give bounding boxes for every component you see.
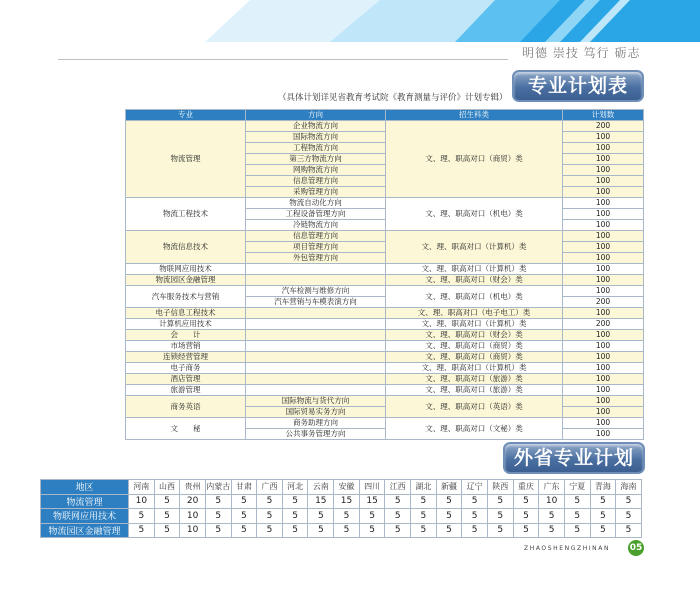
direction-cell: 网购物流方向 — [246, 165, 386, 176]
province-name: 贵州 — [180, 480, 206, 495]
count-cell: 100 — [563, 374, 644, 385]
province-value: 5 — [334, 523, 360, 538]
direction-cell — [246, 341, 386, 352]
count-cell: 100 — [563, 253, 644, 264]
subject-cell: 文、理、职高对口（机电）类 — [386, 286, 563, 308]
footer-text: ZHAOSHENGZHINAN — [524, 545, 611, 552]
table-row — [126, 231, 644, 242]
province-value: 5 — [205, 523, 231, 538]
direction-cell: 信息管理方向 — [246, 231, 386, 242]
page-number: 05 — [628, 540, 644, 556]
province-name: 河南 — [129, 480, 155, 495]
direction-cell: 企业物流方向 — [246, 121, 386, 132]
count-cell: 100 — [563, 154, 644, 165]
province-value: 5 — [385, 494, 411, 509]
province-value: 10 — [180, 523, 206, 538]
subject-cell: 文、理、职高对口（电子电工）类 — [386, 308, 563, 319]
count-cell: 100 — [563, 198, 644, 209]
count-cell: 100 — [563, 264, 644, 275]
table-row — [126, 319, 644, 330]
province-value: 5 — [590, 523, 616, 538]
province-value: 5 — [436, 494, 462, 509]
direction-cell: 冷链物流方向 — [246, 220, 386, 231]
subject-cell: 文、理、职高对口（商贸）类 — [386, 341, 563, 352]
direction-cell: 国际贸易实务方向 — [246, 407, 386, 418]
province-value: 10 — [129, 494, 155, 509]
header-subject: 招生科类 — [386, 110, 563, 121]
province-value: 5 — [359, 509, 385, 524]
province-value: 5 — [282, 494, 308, 509]
province-value: 5 — [257, 523, 283, 538]
province-value: 5 — [205, 494, 231, 509]
province-name: 广东 — [539, 480, 565, 495]
province-value: 5 — [616, 494, 642, 509]
province-value: 5 — [436, 523, 462, 538]
major-cell: 酒店管理 — [126, 374, 246, 385]
count-cell: 200 — [563, 121, 644, 132]
major-cell: 物联网应用技术 — [126, 264, 246, 275]
province-value: 5 — [385, 523, 411, 538]
table-row — [126, 352, 644, 363]
province-value: 5 — [385, 509, 411, 524]
table-row — [126, 198, 644, 209]
province-value: 5 — [462, 523, 488, 538]
province-value: 5 — [205, 509, 231, 524]
major-cell: 连锁经营管理 — [126, 352, 246, 363]
province-value: 5 — [308, 523, 334, 538]
major-plan-body — [126, 121, 644, 440]
province-name: 江西 — [385, 480, 411, 495]
province-name: 河北 — [282, 480, 308, 495]
count-cell: 100 — [563, 308, 644, 319]
province-name: 湖北 — [411, 480, 437, 495]
province-name: 海南 — [616, 480, 642, 495]
province-value: 5 — [539, 523, 565, 538]
subject-cell: 文、理、职高对口（计算机）类 — [386, 264, 563, 275]
major-cell: 物流信息技术 — [126, 231, 246, 264]
major-cell: 文 秘 — [126, 418, 246, 440]
province-name: 辽宁 — [462, 480, 488, 495]
count-cell: 100 — [563, 352, 644, 363]
direction-cell: 工程设备管理方向 — [246, 209, 386, 220]
subject-cell: 文、理、职高对口（英语）类 — [386, 396, 563, 418]
province-value: 5 — [154, 523, 180, 538]
table-row — [126, 341, 644, 352]
direction-cell — [246, 275, 386, 286]
count-cell: 100 — [563, 385, 644, 396]
province-value: 5 — [231, 494, 257, 509]
province-value: 5 — [411, 509, 437, 524]
direction-cell — [246, 352, 386, 363]
direction-cell: 公共事务管理方向 — [246, 429, 386, 440]
province-row-major: 物联网应用技术 — [41, 509, 129, 524]
province-row-major: 物流园区金融管理 — [41, 523, 129, 538]
direction-cell: 汽车营销与车模表演方向 — [246, 297, 386, 308]
province-name: 山西 — [154, 480, 180, 495]
subject-cell: 文、理、职高对口（旅游）类 — [386, 385, 563, 396]
direction-cell: 项目管理方向 — [246, 242, 386, 253]
province-value: 5 — [231, 523, 257, 538]
province-value: 5 — [564, 494, 590, 509]
major-cell: 物流园区金融管理 — [126, 275, 246, 286]
province-name: 云南 — [308, 480, 334, 495]
direction-cell: 信息管理方向 — [246, 176, 386, 187]
province-name: 青海 — [590, 480, 616, 495]
table-row — [126, 374, 644, 385]
section-title-out-of-province: 外省专业计划 — [503, 442, 645, 474]
province-value: 5 — [564, 523, 590, 538]
subject-cell: 文、理、职高对口（财会）类 — [386, 275, 563, 286]
province-row-major: 物流管理 — [41, 494, 129, 509]
table-row — [126, 418, 644, 429]
province-name: 广西 — [257, 480, 283, 495]
direction-cell — [246, 264, 386, 275]
province-value: 5 — [436, 509, 462, 524]
section-title-plan: 专业计划表 — [512, 70, 644, 102]
province-name: 新疆 — [436, 480, 462, 495]
count-cell: 100 — [563, 220, 644, 231]
province-value: 5 — [487, 523, 513, 538]
count-cell: 100 — [563, 396, 644, 407]
province-plan-table — [40, 479, 642, 538]
province-value: 5 — [564, 509, 590, 524]
direction-cell: 第三方物流方向 — [246, 154, 386, 165]
count-cell: 100 — [563, 231, 644, 242]
province-value: 5 — [411, 523, 437, 538]
direction-cell: 工程物流方向 — [246, 143, 386, 154]
province-value: 5 — [616, 523, 642, 538]
major-cell: 计算机应用技术 — [126, 319, 246, 330]
direction-cell: 外包管理方向 — [246, 253, 386, 264]
subject-cell: 文、理、职高对口（财会）类 — [386, 330, 563, 341]
province-value: 5 — [257, 509, 283, 524]
province-value: 5 — [539, 509, 565, 524]
province-value: 15 — [334, 494, 360, 509]
province-value: 5 — [154, 509, 180, 524]
province-name: 安徽 — [334, 480, 360, 495]
subject-cell: 文、理、职高对口（文秘）类 — [386, 418, 563, 440]
header-count: 计划数 — [563, 110, 644, 121]
province-value: 5 — [462, 494, 488, 509]
province-value: 5 — [334, 509, 360, 524]
motto: 明德 崇技 笃行 砺志 — [522, 46, 641, 60]
province-name: 甘肃 — [231, 480, 257, 495]
table-row — [41, 494, 642, 509]
table-row — [126, 330, 644, 341]
province-value: 5 — [411, 494, 437, 509]
province-value: 5 — [590, 494, 616, 509]
province-value: 5 — [282, 509, 308, 524]
count-cell: 100 — [563, 132, 644, 143]
count-cell: 100 — [563, 429, 644, 440]
count-cell: 100 — [563, 341, 644, 352]
province-name: 重庆 — [513, 480, 539, 495]
province-value: 5 — [129, 509, 155, 524]
direction-cell: 国际物流方向 — [246, 132, 386, 143]
province-value: 5 — [257, 494, 283, 509]
major-cell: 电子信息工程技术 — [126, 308, 246, 319]
count-cell: 100 — [563, 209, 644, 220]
subject-cell: 文、理、职高对口（商贸）类 — [386, 121, 563, 198]
count-cell: 100 — [563, 143, 644, 154]
count-cell: 100 — [563, 363, 644, 374]
count-cell: 200 — [563, 297, 644, 308]
subject-cell: 文、理、职高对口（计算机）类 — [386, 363, 563, 374]
province-value: 5 — [513, 494, 539, 509]
major-cell: 电子商务 — [126, 363, 246, 374]
top-banner — [0, 0, 700, 42]
subject-cell: 文、理、职高对口（计算机）类 — [386, 231, 563, 264]
count-cell: 100 — [563, 286, 644, 297]
province-value: 5 — [129, 523, 155, 538]
major-cell: 会 计 — [126, 330, 246, 341]
direction-cell: 汽车检测与维修方向 — [246, 286, 386, 297]
subject-cell: 文、理、职高对口（旅游）类 — [386, 374, 563, 385]
table-row — [126, 264, 644, 275]
province-value: 5 — [487, 509, 513, 524]
province-header-row — [41, 480, 642, 495]
table-row — [41, 523, 642, 538]
count-cell: 200 — [563, 319, 644, 330]
motto-divider — [58, 59, 508, 60]
region-header: 地区 — [41, 480, 129, 495]
province-value: 15 — [308, 494, 334, 509]
direction-cell — [246, 319, 386, 330]
header-major: 专业 — [126, 110, 246, 121]
count-cell: 100 — [563, 165, 644, 176]
table-row — [41, 509, 642, 524]
subject-cell: 文、理、职高对口（商贸）类 — [386, 352, 563, 363]
province-name: 陕西 — [487, 480, 513, 495]
table-row — [126, 308, 644, 319]
province-name: 内蒙古 — [205, 480, 231, 495]
plan-note: （具体计划详见省教育考试院《教育测量与评价》计划专辑） — [278, 93, 508, 103]
direction-cell — [246, 374, 386, 385]
table-row — [126, 121, 644, 132]
direction-cell: 国际物流与货代方向 — [246, 396, 386, 407]
major-cell: 物流管理 — [126, 121, 246, 198]
table-row — [126, 275, 644, 286]
major-cell: 商务英语 — [126, 396, 246, 418]
province-name: 宁夏 — [564, 480, 590, 495]
count-cell: 100 — [563, 407, 644, 418]
province-value: 5 — [231, 509, 257, 524]
province-value: 10 — [539, 494, 565, 509]
province-value: 5 — [487, 494, 513, 509]
direction-cell — [246, 330, 386, 341]
direction-cell — [246, 385, 386, 396]
major-cell: 旅游管理 — [126, 385, 246, 396]
province-value: 5 — [590, 509, 616, 524]
count-cell: 100 — [563, 275, 644, 286]
count-cell: 100 — [563, 187, 644, 198]
direction-cell: 物流自动化方向 — [246, 198, 386, 209]
table-row — [126, 396, 644, 407]
province-value: 20 — [180, 494, 206, 509]
direction-cell — [246, 363, 386, 374]
table-row — [126, 363, 644, 374]
subject-cell: 文、理、职高对口（机电）类 — [386, 198, 563, 231]
major-plan-table — [125, 109, 644, 440]
province-value: 5 — [282, 523, 308, 538]
province-value: 5 — [154, 494, 180, 509]
subject-cell: 文、理、职高对口（计算机）类 — [386, 319, 563, 330]
direction-cell: 采购管理方向 — [246, 187, 386, 198]
province-name: 四川 — [359, 480, 385, 495]
province-value: 5 — [513, 509, 539, 524]
header-direction: 方向 — [246, 110, 386, 121]
province-value: 10 — [180, 509, 206, 524]
major-cell: 汽车服务技术与营销 — [126, 286, 246, 308]
count-cell: 100 — [563, 418, 644, 429]
direction-cell — [246, 308, 386, 319]
direction-cell: 商务助理方向 — [246, 418, 386, 429]
count-cell: 100 — [563, 176, 644, 187]
table-row — [126, 286, 644, 297]
province-value: 5 — [616, 509, 642, 524]
table-row — [126, 385, 644, 396]
major-cell: 物流工程技术 — [126, 198, 246, 231]
major-cell: 市场营销 — [126, 341, 246, 352]
province-value: 5 — [308, 509, 334, 524]
province-value: 5 — [462, 509, 488, 524]
province-value: 15 — [359, 494, 385, 509]
count-cell: 100 — [563, 330, 644, 341]
province-value: 5 — [359, 523, 385, 538]
province-value: 5 — [513, 523, 539, 538]
count-cell: 100 — [563, 242, 644, 253]
